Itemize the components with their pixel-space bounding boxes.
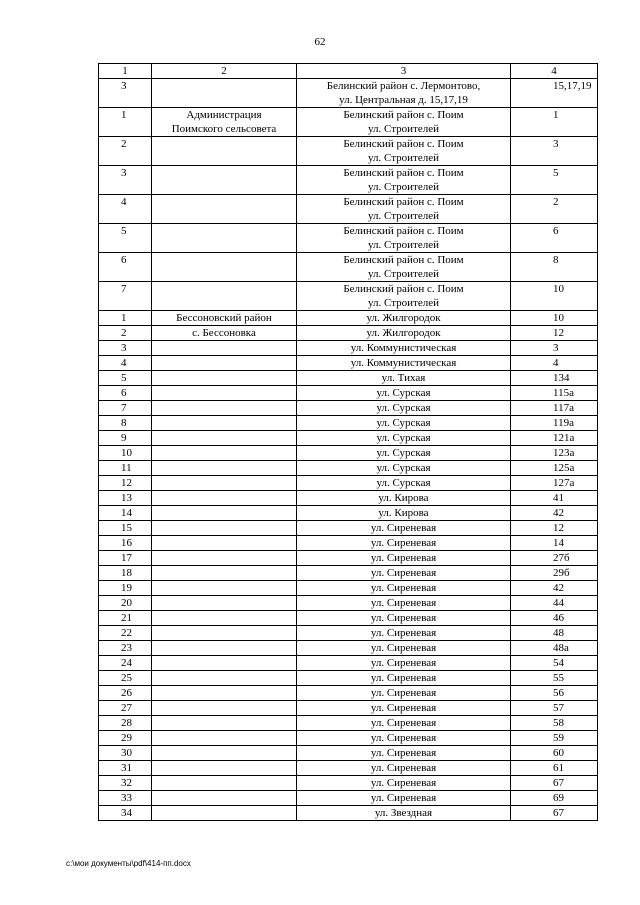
- address-cell-line: ул. Сиреневая: [370, 537, 437, 549]
- house-number-cell: 1: [511, 108, 598, 137]
- house-number-cell: 4: [511, 356, 598, 371]
- header-cell: 1: [99, 64, 152, 79]
- address-cell-line: Белинский район с. Поим: [343, 283, 464, 295]
- table-row: [99, 806, 598, 821]
- organization-cell: [152, 311, 297, 326]
- organization-cell-line: Администрация: [186, 109, 262, 121]
- address-cell: [297, 401, 511, 416]
- address-cell: [297, 224, 511, 253]
- address-cell-line: ул. Кирова: [378, 492, 429, 504]
- house-number-cell: 15,17,19: [511, 79, 598, 108]
- organization-cell: [152, 536, 297, 551]
- table-row: [99, 108, 598, 137]
- table-row: [99, 356, 598, 371]
- row-number-cell: 34: [99, 806, 152, 821]
- organization-cell: [152, 791, 297, 806]
- house-number-cell: 115а: [511, 386, 598, 401]
- address-cell-line: ул. Сиреневая: [370, 597, 437, 609]
- organization-cell: [152, 686, 297, 701]
- table-row: [99, 761, 598, 776]
- address-cell-line: ул. Сиреневая: [370, 642, 437, 654]
- house-number-cell: 29б: [511, 566, 598, 581]
- organization-cell: [152, 566, 297, 581]
- page-number: 62: [314, 36, 326, 48]
- house-number-cell: 67: [511, 806, 598, 821]
- address-cell-line: ул. Центральная д. 15,17,19: [339, 94, 468, 106]
- table-row: [99, 224, 598, 253]
- address-cell: [297, 551, 511, 566]
- organization-cell: [152, 356, 297, 371]
- table-row: [99, 566, 598, 581]
- row-number-cell: 5: [99, 371, 152, 386]
- row-number-cell: 21: [99, 611, 152, 626]
- row-number-cell: 4: [99, 195, 152, 224]
- address-cell-line: ул. Сурская: [376, 432, 431, 444]
- file-path-footer: c:\мои документы\pdf\414-пп.docx: [66, 859, 191, 868]
- row-number-cell: 17: [99, 551, 152, 566]
- organization-cell: [152, 431, 297, 446]
- row-number-cell: 3: [99, 79, 152, 108]
- address-cell-line: ул. Строителей: [368, 123, 439, 135]
- organization-cell: [152, 108, 297, 137]
- table-row: [99, 551, 598, 566]
- house-number-cell: 3: [511, 341, 598, 356]
- house-number-cell: 125а: [511, 461, 598, 476]
- table-header-row: [99, 64, 598, 79]
- house-number-cell: 58: [511, 716, 598, 731]
- organization-cell: [152, 416, 297, 431]
- house-number-cell: 67: [511, 776, 598, 791]
- organization-cell: [152, 626, 297, 641]
- address-cell: [297, 731, 511, 746]
- organization-cell: [152, 746, 297, 761]
- row-number-cell: 7: [99, 282, 152, 311]
- row-number-cell: 2: [99, 326, 152, 341]
- address-cell: [297, 596, 511, 611]
- house-number-cell: 57: [511, 701, 598, 716]
- house-number-cell: 12: [511, 326, 598, 341]
- table-row: [99, 386, 598, 401]
- row-number-cell: 5: [99, 224, 152, 253]
- house-number-cell: 41: [511, 491, 598, 506]
- table-row: [99, 166, 598, 195]
- house-number-cell: 134: [511, 371, 598, 386]
- address-cell-line: ул. Сиреневая: [370, 672, 437, 684]
- address-cell-line: Белинский район с. Поим: [343, 254, 464, 266]
- address-cell-line: ул. Сиреневая: [370, 522, 437, 534]
- address-cell: [297, 746, 511, 761]
- address-cell-line: ул. Сиреневая: [370, 567, 437, 579]
- row-number-cell: 19: [99, 581, 152, 596]
- address-cell: [297, 311, 511, 326]
- address-cell: [297, 195, 511, 224]
- address-cell: [297, 166, 511, 195]
- house-number-cell: 42: [511, 506, 598, 521]
- house-number-cell: 69: [511, 791, 598, 806]
- house-number-cell: 121а: [511, 431, 598, 446]
- row-number-cell: 12: [99, 476, 152, 491]
- table-row: [99, 716, 598, 731]
- address-cell-line: ул. Строителей: [368, 268, 439, 280]
- row-number-cell: 18: [99, 566, 152, 581]
- organization-cell: [152, 341, 297, 356]
- house-number-cell: 48а: [511, 641, 598, 656]
- house-number-cell: 12: [511, 521, 598, 536]
- address-cell: [297, 416, 511, 431]
- row-number-cell: 25: [99, 671, 152, 686]
- house-number-cell: 127а: [511, 476, 598, 491]
- table-row: [99, 311, 598, 326]
- table-row: [99, 506, 598, 521]
- row-number-cell: 33: [99, 791, 152, 806]
- house-number-cell: 59: [511, 731, 598, 746]
- row-number-cell: 32: [99, 776, 152, 791]
- organization-cell: [152, 79, 297, 108]
- address-cell: [297, 253, 511, 282]
- row-number-cell: 28: [99, 716, 152, 731]
- address-cell: [297, 79, 511, 108]
- address-cell-line: ул. Сиреневая: [370, 702, 437, 714]
- row-number-cell: 14: [99, 506, 152, 521]
- table-row: [99, 611, 598, 626]
- house-number-cell: 119а: [511, 416, 598, 431]
- address-cell-line: Белинский район с. Поим: [343, 225, 464, 237]
- organization-cell: [152, 282, 297, 311]
- organization-cell: [152, 253, 297, 282]
- table-row: [99, 731, 598, 746]
- address-cell-line: ул. Сурская: [376, 462, 431, 474]
- address-cell: [297, 671, 511, 686]
- address-cell: [297, 108, 511, 137]
- address-cell: [297, 716, 511, 731]
- row-number-cell: 31: [99, 761, 152, 776]
- row-number-cell: 6: [99, 253, 152, 282]
- table-row: [99, 491, 598, 506]
- address-cell-line: ул. Сиреневая: [370, 612, 437, 624]
- organization-cell: [152, 656, 297, 671]
- row-number-cell: 11: [99, 461, 152, 476]
- address-cell: [297, 686, 511, 701]
- address-cell-line: ул. Жилгородок: [366, 312, 441, 324]
- address-cell-line: ул. Сиреневая: [370, 582, 437, 594]
- header-cell: 4: [511, 64, 598, 79]
- house-number-cell: 54: [511, 656, 598, 671]
- organization-cell: [152, 491, 297, 506]
- table-row: [99, 137, 598, 166]
- address-cell-line: ул. Сурская: [376, 402, 431, 414]
- address-cell: [297, 282, 511, 311]
- house-number-cell: 61: [511, 761, 598, 776]
- table-row: [99, 401, 598, 416]
- house-number-cell: 46: [511, 611, 598, 626]
- organization-cell-line: Поимского сельсовета: [171, 123, 277, 135]
- table-row: [99, 596, 598, 611]
- address-cell: [297, 776, 511, 791]
- house-number-cell: 10: [511, 282, 598, 311]
- row-number-cell: 8: [99, 416, 152, 431]
- organization-cell: [152, 386, 297, 401]
- organization-cell: [152, 731, 297, 746]
- row-number-cell: 3: [99, 166, 152, 195]
- row-number-cell: 15: [99, 521, 152, 536]
- house-number-cell: 117а: [511, 401, 598, 416]
- table-row: [99, 581, 598, 596]
- address-cell-line: ул. Сиреневая: [370, 717, 437, 729]
- house-number-cell: 60: [511, 746, 598, 761]
- house-number-cell: 6: [511, 224, 598, 253]
- organization-cell: [152, 326, 297, 341]
- organization-cell: [152, 671, 297, 686]
- address-cell: [297, 521, 511, 536]
- address-cell-line: ул. Сиреневая: [370, 627, 437, 639]
- organization-cell: [152, 581, 297, 596]
- table-row: [99, 701, 598, 716]
- table-row: [99, 521, 598, 536]
- table-row: [99, 341, 598, 356]
- row-number-cell: 10: [99, 446, 152, 461]
- table-row: [99, 641, 598, 656]
- organization-cell: [152, 461, 297, 476]
- organization-cell: [152, 224, 297, 253]
- row-number-cell: 20: [99, 596, 152, 611]
- address-cell-line: ул. Сурская: [376, 417, 431, 429]
- header-cell: 2: [152, 64, 297, 79]
- address-cell-line: ул. Сиреневая: [370, 762, 437, 774]
- row-number-cell: 1: [99, 108, 152, 137]
- table-row: [99, 416, 598, 431]
- address-cell: [297, 326, 511, 341]
- organization-cell: [152, 776, 297, 791]
- table-row: [99, 326, 598, 341]
- address-cell-line: Белинский район с. Поим: [343, 109, 464, 121]
- address-cell-line: ул. Строителей: [368, 297, 439, 309]
- address-table: [98, 63, 598, 821]
- table-row: [99, 476, 598, 491]
- row-number-cell: 7: [99, 401, 152, 416]
- table-row: [99, 253, 598, 282]
- house-number-cell: 10: [511, 311, 598, 326]
- organization-cell: [152, 166, 297, 195]
- organization-cell: [152, 551, 297, 566]
- address-cell: [297, 806, 511, 821]
- address-cell-line: ул. Сиреневая: [370, 552, 437, 564]
- table-row: [99, 536, 598, 551]
- address-cell-line: ул. Сурская: [376, 447, 431, 459]
- table-row: [99, 746, 598, 761]
- row-number-cell: 16: [99, 536, 152, 551]
- address-cell-line: ул. Строителей: [368, 152, 439, 164]
- organization-cell: [152, 596, 297, 611]
- organization-cell-line: Бессоновский район: [176, 312, 272, 324]
- row-number-cell: 26: [99, 686, 152, 701]
- address-cell-line: ул. Сурская: [376, 477, 431, 489]
- organization-cell: [152, 641, 297, 656]
- address-cell-line: ул. Сиреневая: [370, 777, 437, 789]
- house-number-cell: 5: [511, 166, 598, 195]
- house-number-cell: 44: [511, 596, 598, 611]
- address-cell-line: ул. Кирова: [378, 507, 429, 519]
- table-row: [99, 626, 598, 641]
- address-cell: [297, 356, 511, 371]
- table-row: [99, 776, 598, 791]
- row-number-cell: 13: [99, 491, 152, 506]
- house-number-cell: 123а: [511, 446, 598, 461]
- house-number-cell: 27б: [511, 551, 598, 566]
- address-cell: [297, 791, 511, 806]
- table-row: [99, 791, 598, 806]
- table-row: [99, 686, 598, 701]
- address-cell-line: ул. Тихая: [381, 372, 426, 384]
- row-number-cell: 9: [99, 431, 152, 446]
- address-cell-line: ул. Сиреневая: [370, 747, 437, 759]
- row-number-cell: 4: [99, 356, 152, 371]
- house-number-cell: 8: [511, 253, 598, 282]
- table-row: [99, 79, 598, 108]
- house-number-cell: 42: [511, 581, 598, 596]
- address-cell: [297, 491, 511, 506]
- organization-cell: [152, 401, 297, 416]
- organization-cell: [152, 506, 297, 521]
- address-cell: [297, 137, 511, 166]
- row-number-cell: 24: [99, 656, 152, 671]
- organization-cell-line: с. Бессоновка: [192, 327, 256, 339]
- address-cell-line: ул. Строителей: [368, 210, 439, 222]
- address-cell-line: ул. Коммунистическая: [350, 342, 457, 354]
- organization-cell: [152, 195, 297, 224]
- house-number-cell: 48: [511, 626, 598, 641]
- address-cell: [297, 476, 511, 491]
- house-number-cell: 55: [511, 671, 598, 686]
- organization-cell: [152, 371, 297, 386]
- address-cell-line: ул. Сиреневая: [370, 732, 437, 744]
- address-cell-line: ул. Звездная: [374, 807, 433, 819]
- table-row: [99, 446, 598, 461]
- address-cell-line: ул. Сурская: [376, 387, 431, 399]
- address-cell: [297, 641, 511, 656]
- address-cell-line: ул. Сиреневая: [370, 657, 437, 669]
- organization-cell: [152, 761, 297, 776]
- table-row: [99, 671, 598, 686]
- address-cell-line: ул. Строителей: [368, 239, 439, 251]
- house-number-cell: 3: [511, 137, 598, 166]
- address-cell-line: ул. Строителей: [368, 181, 439, 193]
- address-cell-line: ул. Жилгородок: [366, 327, 441, 339]
- row-number-cell: 22: [99, 626, 152, 641]
- address-cell: [297, 371, 511, 386]
- address-cell-line: ул. Коммунистическая: [350, 357, 457, 369]
- address-cell: [297, 446, 511, 461]
- organization-cell: [152, 701, 297, 716]
- address-cell: [297, 386, 511, 401]
- address-cell-line: Белинский район с. Лермонтово,: [326, 80, 481, 92]
- address-cell: [297, 461, 511, 476]
- organization-cell: [152, 137, 297, 166]
- address-cell: [297, 761, 511, 776]
- house-number-cell: 2: [511, 195, 598, 224]
- table-row: [99, 461, 598, 476]
- row-number-cell: 30: [99, 746, 152, 761]
- address-cell: [297, 611, 511, 626]
- address-cell-line: Белинский район с. Поим: [343, 196, 464, 208]
- address-cell: [297, 566, 511, 581]
- organization-cell: [152, 476, 297, 491]
- address-cell: [297, 341, 511, 356]
- table-row: [99, 195, 598, 224]
- address-cell-line: ул. Сиреневая: [370, 687, 437, 699]
- row-number-cell: 6: [99, 386, 152, 401]
- table-row: [99, 371, 598, 386]
- address-cell: [297, 506, 511, 521]
- organization-cell: [152, 446, 297, 461]
- address-cell-line: Белинский район с. Поим: [343, 138, 464, 150]
- header-cell: 3: [297, 64, 511, 79]
- organization-cell: [152, 521, 297, 536]
- row-number-cell: 23: [99, 641, 152, 656]
- table-row: [99, 282, 598, 311]
- address-cell: [297, 656, 511, 671]
- organization-cell: [152, 611, 297, 626]
- organization-cell: [152, 716, 297, 731]
- organization-cell: [152, 806, 297, 821]
- table-row: [99, 431, 598, 446]
- table-row: [99, 656, 598, 671]
- house-number-cell: 56: [511, 686, 598, 701]
- house-number-cell: 14: [511, 536, 598, 551]
- address-cell: [297, 701, 511, 716]
- address-cell: [297, 581, 511, 596]
- address-cell: [297, 626, 511, 641]
- row-number-cell: 1: [99, 311, 152, 326]
- address-cell: [297, 536, 511, 551]
- address-cell-line: ул. Сиреневая: [370, 792, 437, 804]
- row-number-cell: 3: [99, 341, 152, 356]
- row-number-cell: 2: [99, 137, 152, 166]
- row-number-cell: 27: [99, 701, 152, 716]
- address-cell-line: Белинский район с. Поим: [343, 167, 464, 179]
- address-cell: [297, 431, 511, 446]
- row-number-cell: 29: [99, 731, 152, 746]
